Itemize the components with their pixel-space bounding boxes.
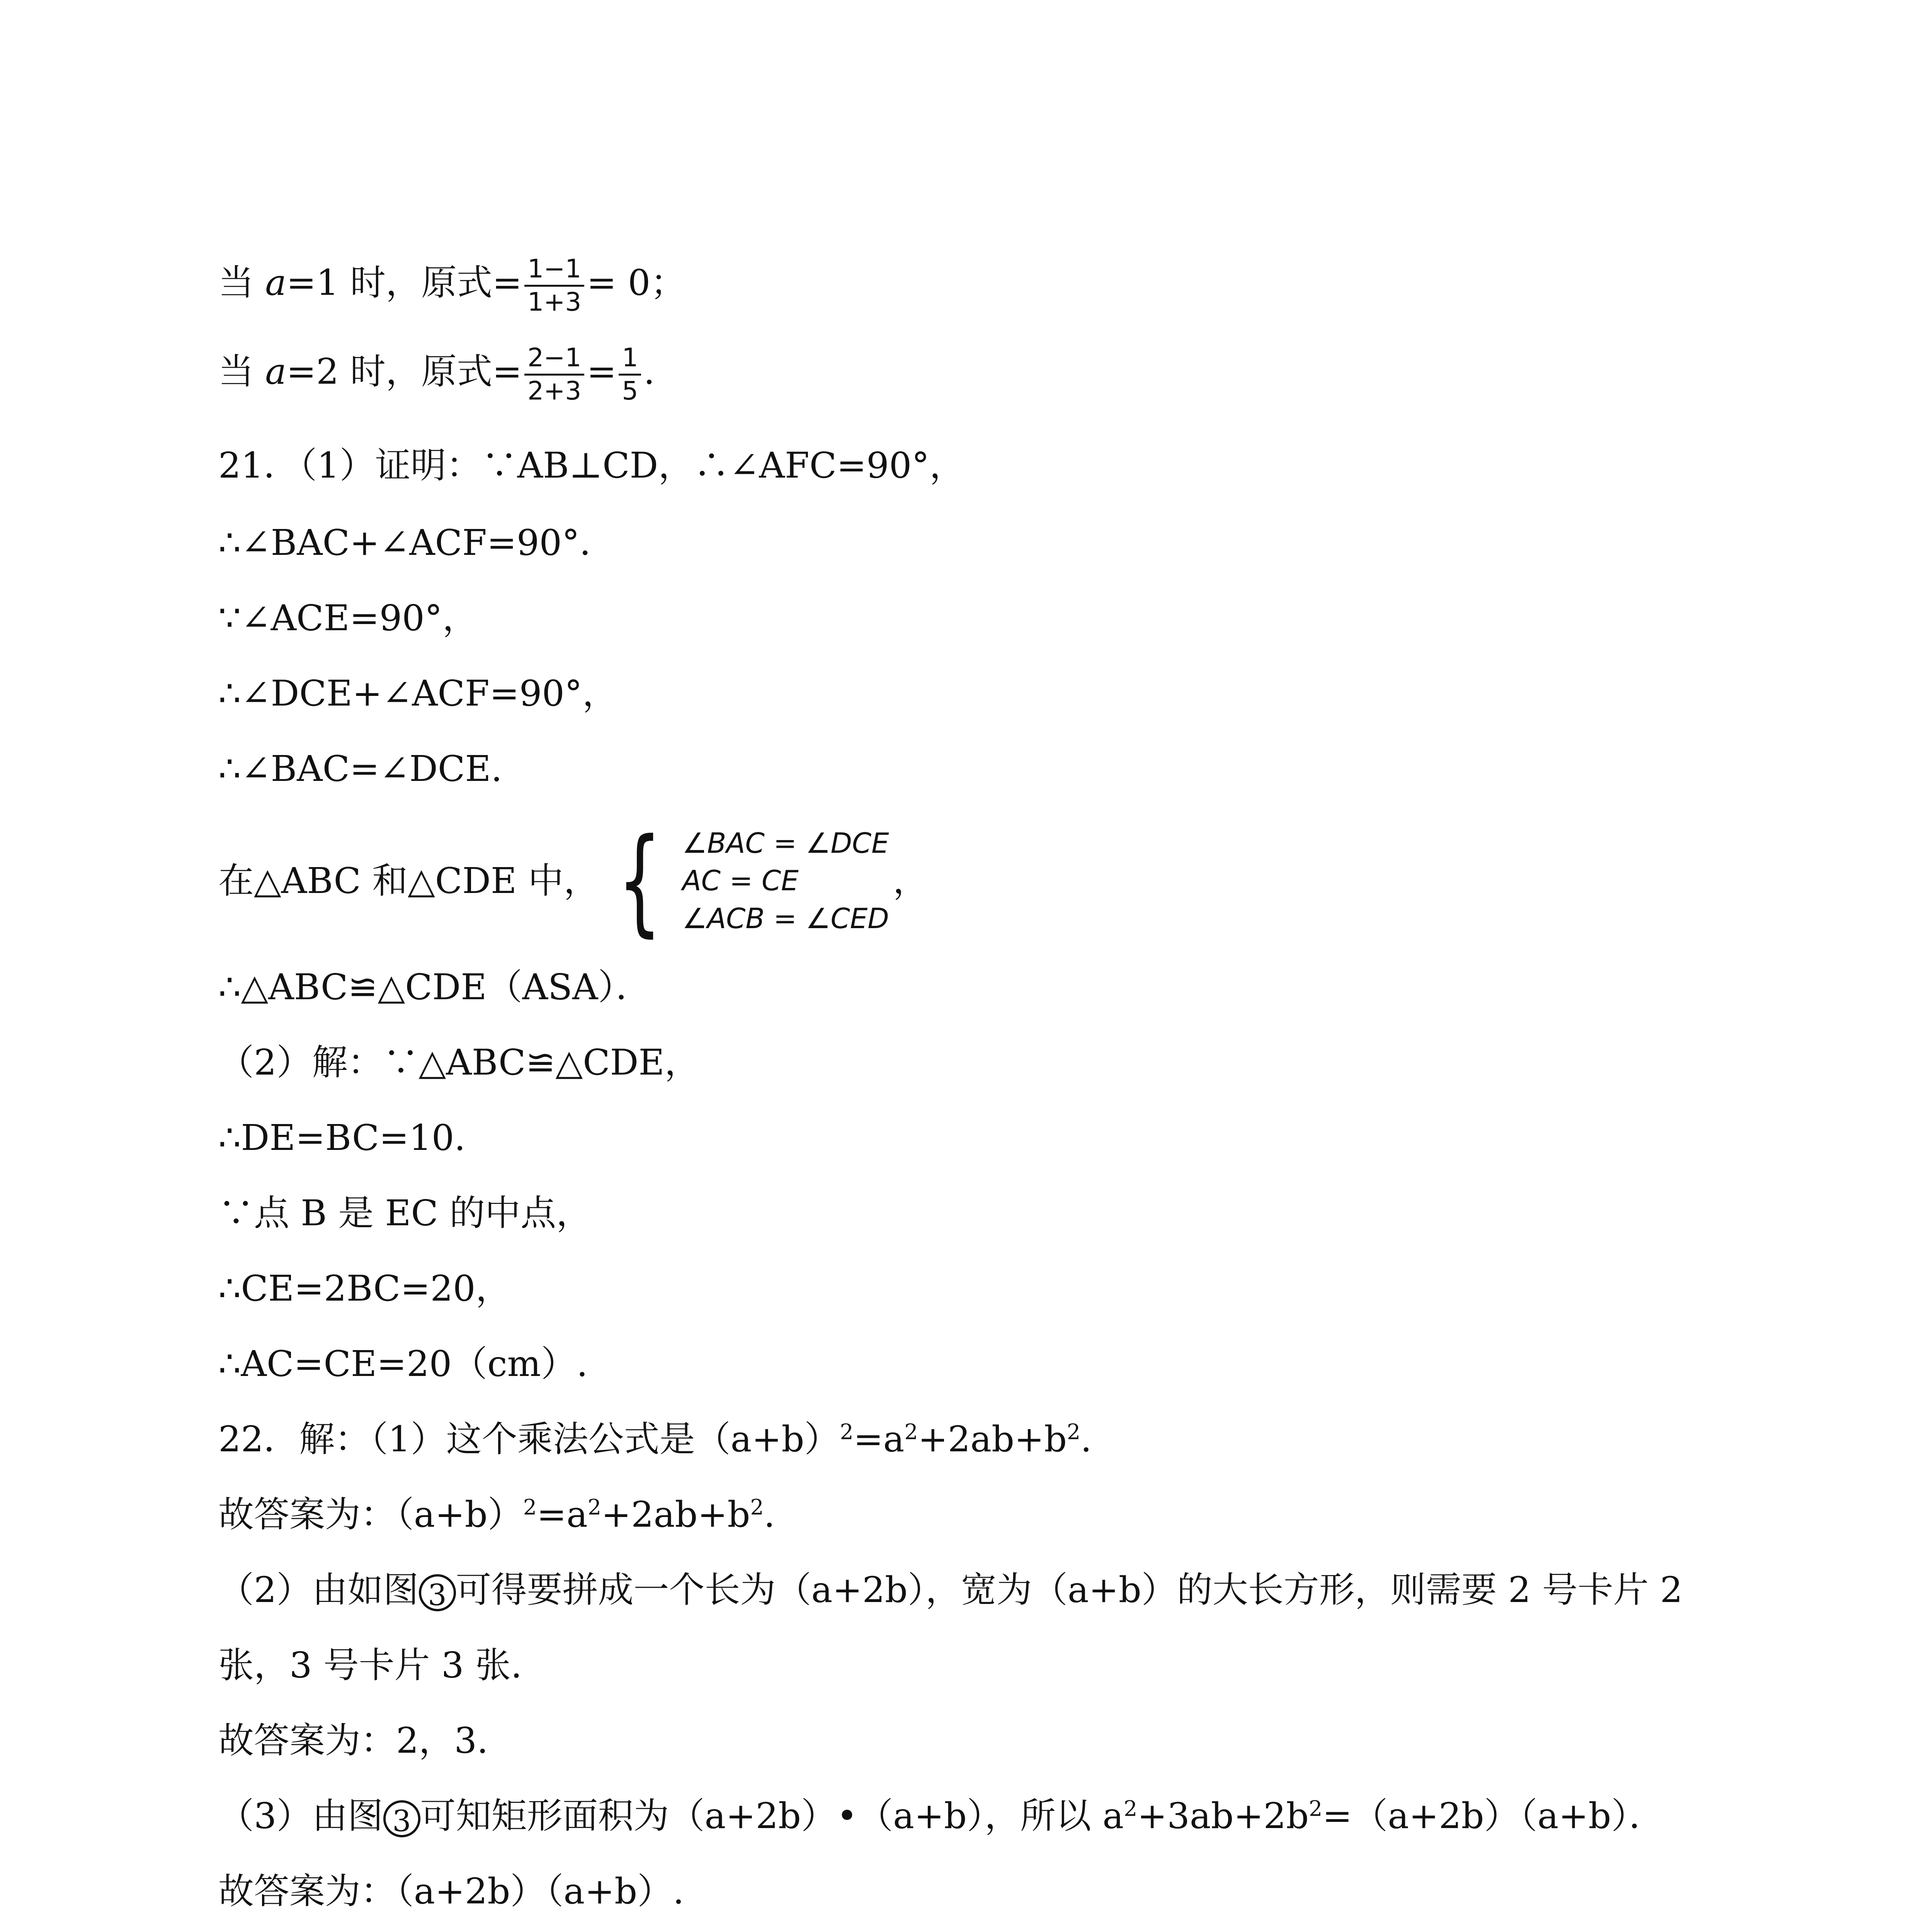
- text: =a: [536, 1494, 588, 1535]
- superscript: 2: [1124, 1796, 1138, 1821]
- q21-line-11: ∴CE=2BC=20，: [218, 1268, 511, 1309]
- system-equations: [682, 825, 889, 937]
- numerator: 1: [619, 344, 641, 376]
- q22-line-4: 张，3 号卡片 3 张.: [218, 1645, 522, 1686]
- numerator: 1−1: [524, 255, 584, 287]
- denominator: 5: [622, 376, 638, 406]
- text: （2）由如图: [218, 1569, 419, 1611]
- text: 故答案为：（a+b）: [218, 1494, 523, 1535]
- system-eq-2: AC = CE: [682, 864, 799, 897]
- circled-number-icon: 3: [383, 1800, 420, 1837]
- fraction: [619, 344, 641, 405]
- variable: a: [265, 262, 287, 303]
- q21-line-4: ∴∠DCE+∠ACF=90°，: [218, 673, 618, 714]
- superscript: 2: [523, 1495, 537, 1520]
- text: +2ab+b: [918, 1418, 1067, 1460]
- q22-line-3: [218, 1569, 1817, 1611]
- text: .: [643, 351, 655, 392]
- text: （3）由图: [218, 1795, 383, 1837]
- text: 当: [218, 262, 265, 303]
- denominator: 2+3: [527, 376, 582, 406]
- text: = 0；: [587, 262, 686, 303]
- text: 22．解：（1）这个乘法公式是（a+b）: [218, 1418, 840, 1460]
- text: 可得要拼成一个长为（a+2b），宽为（a+b）的大长方形，则需要 2 号卡片 2: [456, 1569, 1683, 1611]
- superscript: 2: [840, 1420, 854, 1445]
- text: +2ab+b: [601, 1494, 750, 1535]
- text: ，: [893, 860, 929, 901]
- q21-line-10: ∵点 B 是 EC 的中点，: [218, 1192, 592, 1234]
- q21-line-12: ∴AC=CE=20（cm）.: [218, 1343, 588, 1384]
- equation-system: [218, 813, 929, 948]
- superscript: 2: [1067, 1420, 1081, 1445]
- q21-line-1: 21．（1）证明：∵AB⊥CD，∴∠AFC=90°，: [218, 445, 965, 486]
- text: =（a+2b）（a+b）．: [1322, 1795, 1665, 1837]
- q22-line-7: 故答案为：（a+2b）（a+b）.: [218, 1871, 684, 1912]
- q21-line-5: ∴∠BAC=∠DCE.: [218, 748, 502, 789]
- q21-line-7: ∴△ABC≌△CDE（ASA）．: [218, 966, 651, 1008]
- circled-number-icon: 3: [419, 1574, 456, 1611]
- superscript: 2: [587, 1495, 602, 1520]
- q21-line-9: ∴DE=BC=10.: [218, 1117, 466, 1158]
- text: .: [1080, 1418, 1092, 1460]
- system-eq-3: ∠ACB = ∠CED: [682, 902, 889, 935]
- line-a-equals-2: [218, 344, 1817, 405]
- fraction: [524, 255, 584, 316]
- superscript: 2: [1309, 1796, 1323, 1821]
- numerator: 2−1: [524, 344, 584, 376]
- system-eq-1: ∠BAC = ∠DCE: [682, 827, 889, 860]
- text: =2 时，原式=: [286, 351, 522, 392]
- text: +3ab+2b: [1137, 1795, 1309, 1837]
- text: .: [764, 1494, 775, 1535]
- q21-line-3: ∵∠ACE=90°，: [218, 597, 478, 639]
- denominator: 1+3: [527, 287, 582, 317]
- text: 当: [218, 351, 265, 392]
- q21-line-2: ∴∠BAC+∠ACF=90°．: [218, 522, 616, 563]
- text: 在△ABC 和△CDE 中，: [218, 860, 599, 901]
- text: =: [587, 351, 617, 392]
- line-a-equals-1: [218, 255, 1817, 316]
- text: =a: [853, 1418, 905, 1460]
- q22-line-6: [218, 1795, 1817, 1837]
- q22-line-1: [218, 1418, 1817, 1461]
- left-brace-icon: {: [617, 813, 662, 948]
- text: 可知矩形面积为（a+2b）•（a+b），所以 a: [420, 1795, 1124, 1837]
- q21-line-8: （2）解：∵△ABC≌△CDE，: [218, 1042, 700, 1083]
- q21-system-line: [218, 813, 1817, 948]
- variable: a: [265, 351, 287, 392]
- q22-line-5: 故答案为：2，3.: [218, 1720, 488, 1761]
- fraction: [524, 344, 584, 405]
- q22-line-2: [218, 1493, 1817, 1536]
- superscript: 2: [750, 1495, 764, 1520]
- text: =1 时，原式=: [286, 262, 522, 303]
- superscript: 2: [904, 1420, 918, 1445]
